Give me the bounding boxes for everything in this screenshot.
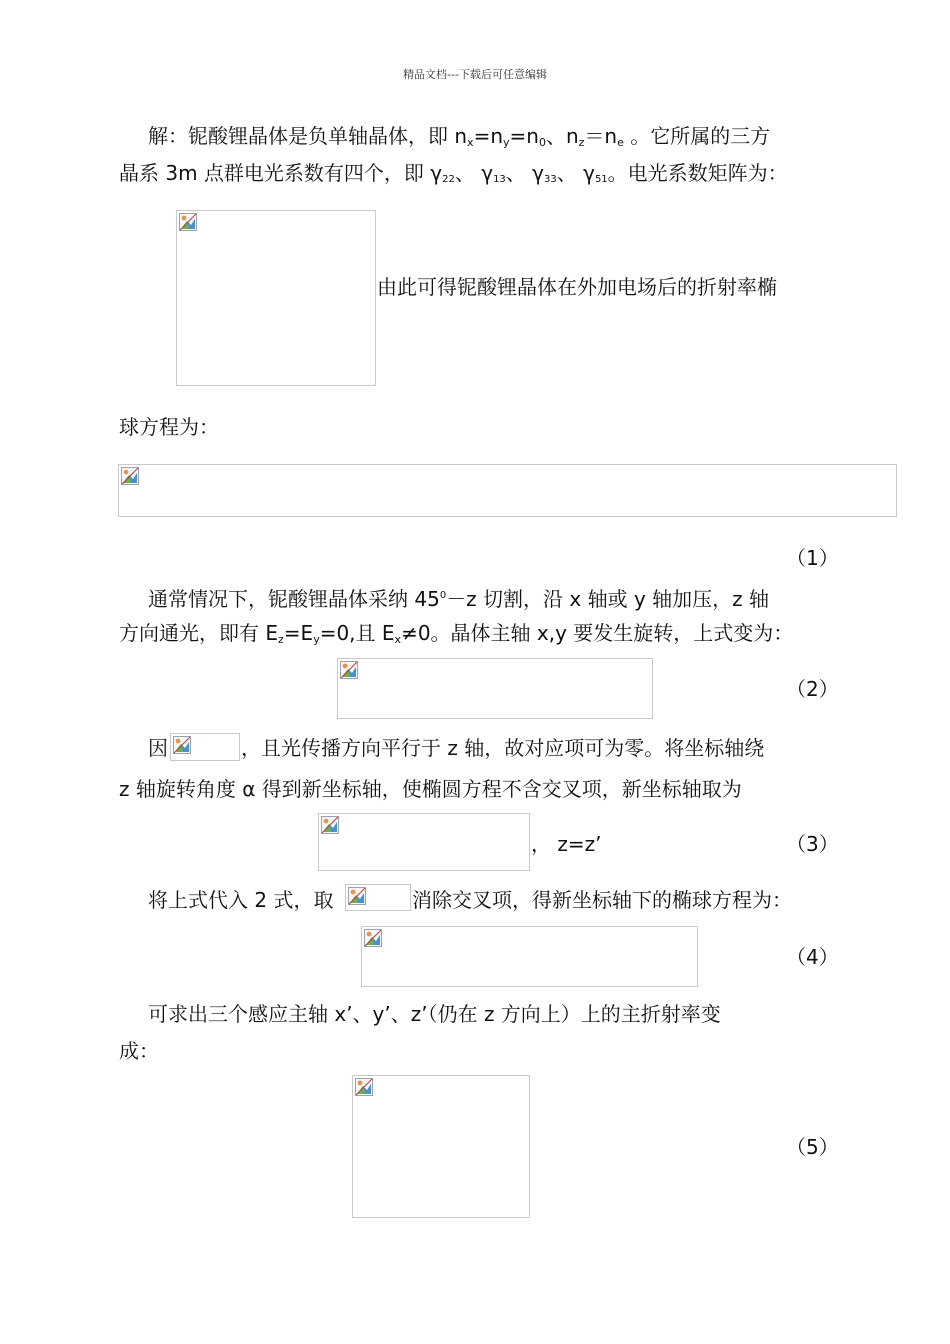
subscript-y: y	[503, 136, 510, 149]
subscript-51: 51	[594, 174, 608, 185]
inline-condition-image	[170, 733, 240, 761]
broken-image-icon	[173, 736, 191, 754]
subscript-x: x	[394, 633, 402, 646]
paragraph-1-end: 球方程为：	[119, 415, 219, 439]
subscript-z: z	[578, 136, 585, 149]
paragraph-3-line-2: z 轴旋转角度 α 得到新坐标轴，使椭圆方程不含交叉项，新坐标轴取为	[119, 777, 742, 801]
inline-angle-image	[345, 884, 411, 911]
text-run: －z 切割，沿 x 轴或 y 轴加压，z 轴	[446, 587, 769, 611]
text-run: 、 γ	[556, 161, 595, 185]
subscript-33: 33	[544, 174, 557, 185]
subscript-0: 0	[538, 136, 546, 149]
electro-optic-matrix-image	[176, 210, 376, 386]
broken-image-icon	[321, 816, 339, 834]
text-run: 、n	[545, 124, 579, 148]
equation-number-5: （5）	[786, 1135, 839, 1159]
broken-image-icon	[179, 213, 197, 231]
broken-image-icon	[121, 467, 139, 485]
paragraph-1-line-2	[119, 160, 788, 193]
equation-3-tail: ， z=z’	[531, 832, 602, 856]
paragraph-1-line-1	[148, 123, 770, 156]
text-run: 。电光系数矩阵为：	[607, 161, 788, 185]
text-run: 、 γ	[505, 161, 544, 185]
paragraph-4-part-b: 消除交叉项，得新坐标轴下的椭球方程为：	[412, 888, 792, 912]
index-ellipsoid-equation-image	[118, 464, 897, 517]
text-run: 。它所属的三方	[623, 124, 771, 148]
broken-image-icon	[355, 1078, 373, 1096]
new-ellipsoid-equation-image	[361, 926, 698, 987]
subscript-y: y	[313, 633, 320, 646]
paragraph-2-line-1	[148, 583, 769, 612]
subscript-22: 22	[442, 174, 455, 185]
subscript-z: z	[278, 633, 284, 646]
new-axes-equation-image	[318, 813, 530, 871]
superscript-degree: 0	[439, 590, 447, 601]
equation-number-1: （1）	[786, 546, 839, 570]
paragraph-5-line-2: 成：	[119, 1039, 159, 1063]
equation-number-2: （2）	[786, 677, 839, 701]
text-run: =n	[509, 124, 539, 148]
subscript-x: x	[467, 136, 474, 149]
page-header: 精品文档---下载后可任意编辑	[403, 68, 547, 81]
text-run: 方向通光，即有 E	[119, 621, 278, 645]
paragraph-5-line-1: 可求出三个感应主轴 x’、y’、z’（仍在 z 方向上）上的主折射率变	[148, 1002, 721, 1026]
broken-image-icon	[364, 929, 382, 947]
equation-number-4: （4）	[786, 945, 839, 969]
broken-image-icon	[348, 887, 366, 905]
text-run: =0,且 E	[319, 621, 395, 645]
subscript-13: 13	[493, 174, 506, 185]
broken-image-icon	[340, 661, 358, 679]
text-run: =n	[473, 124, 503, 148]
text-run: 解：铌酸锂晶体是负单轴晶体，即 n	[148, 124, 468, 148]
principal-indices-equation-image	[352, 1075, 530, 1218]
paragraph-3-line-1a: 因	[148, 736, 168, 760]
text-run: ＝n	[584, 124, 618, 148]
paragraph-4-part-a: 将上式代入 2 式，取	[148, 888, 334, 912]
paragraph-1-right-text: 由此可得铌酸锂晶体在外加电场后的折射率椭	[377, 275, 777, 299]
equation-number-3: （3）	[786, 832, 839, 856]
text-run: =E	[283, 621, 314, 645]
text-run: 通常情况下，铌酸锂晶体采纳 45	[148, 587, 440, 611]
paragraph-3-line-1b: ，且光传播方向平行于 z 轴，故对应项可为零。将坐标轴绕	[241, 736, 765, 760]
paragraph-2-line-2	[119, 620, 793, 653]
text-run: 晶系 3m 点群电光系数有四个，即 γ	[119, 161, 443, 185]
rotated-ellipsoid-equation-image	[337, 658, 653, 719]
subscript-e: e	[617, 136, 624, 149]
text-run: 、 γ	[454, 161, 494, 185]
text-run: ≠0。晶体主轴 x,y 要发生旋转，上式变为：	[401, 621, 794, 645]
